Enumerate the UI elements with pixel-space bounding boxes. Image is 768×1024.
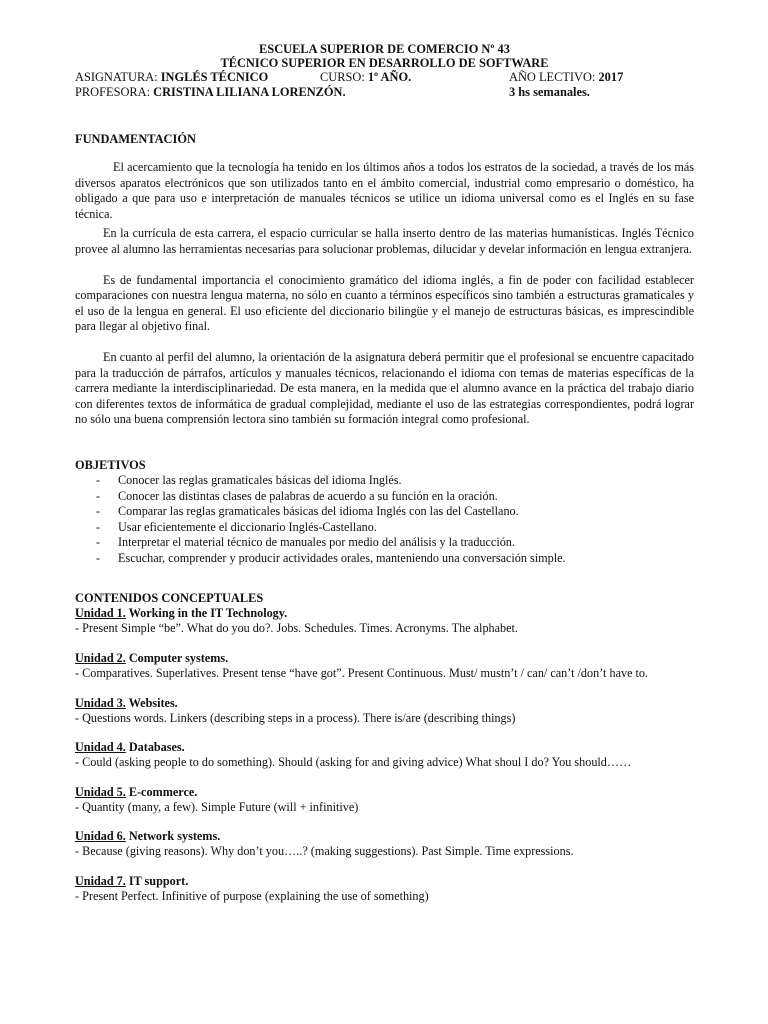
hours-value: 3 hs semanales. bbox=[509, 85, 590, 99]
unit-content: - Comparatives. Superlatives. Present tense “have got”. Present Continuous. Must/ mustn’t / can/ can’t /don’t have to. bbox=[75, 666, 649, 681]
list-item bbox=[75, 551, 694, 567]
meta-row-teacher bbox=[75, 85, 694, 100]
bullet-dash: - bbox=[96, 488, 101, 503]
unit-heading bbox=[75, 785, 694, 800]
bullet-dash: - bbox=[96, 472, 101, 487]
objetivos-title: OBJETIVOS bbox=[75, 457, 146, 472]
school-name: ESCUELA SUPERIOR DE COMERCIO Nº 43 bbox=[259, 42, 510, 56]
course-value: 1º AÑO. bbox=[367, 70, 412, 84]
unit-block-3 bbox=[75, 696, 694, 727]
objetivo-text: Comparar las reglas gramaticales básicas del idioma Inglés con las del Castellano. bbox=[118, 504, 519, 519]
unit-content: - Present Simple “be”. What do you do?. Jobs. Schedules. Times. Acronyms. The alphabet. bbox=[75, 621, 518, 636]
unit-heading bbox=[75, 606, 694, 621]
subject-value: INGLÉS TÉCNICO bbox=[160, 70, 269, 84]
fundamentacion-paragraph-4: En cuanto al perfil del alumno, la orientación de la asignatura deberá permitir que el profesional se encuentre capacitado para la traducción de párrafos, artículos y manuales técnicos, relacionando el idioma con temas de materias específicas de la carrera mediante la interdisciplinariedad. De esta manera, en la medida que el alumno avance en la práctica del trabajo diario con diferentes textos de informática de gradual complejidad, mediante el uso de las estrategias correspondientes, podrá lograr no sólo una buena comprensión lectora sino también su formación integral como profesional. bbox=[75, 349, 694, 427]
objetivos-list bbox=[75, 473, 694, 567]
objetivo-text: Conocer las distintas clases de palabras de acuerdo a su función en la oración. bbox=[118, 488, 498, 503]
meta-row-subject bbox=[75, 70, 694, 85]
unit-label: Unidad 5. bbox=[75, 784, 126, 799]
year-value: 2017 bbox=[598, 70, 624, 84]
unit-title: Computer systems. bbox=[125, 651, 229, 666]
course-field bbox=[320, 70, 411, 85]
document-page bbox=[75, 42, 694, 905]
unit-label: Unidad 4. bbox=[75, 740, 126, 755]
unit-title: E-commerce. bbox=[125, 784, 198, 799]
unit-label: Unidad 7. bbox=[75, 874, 126, 889]
unit-block-7 bbox=[75, 874, 694, 905]
unit-label: Unidad 2. bbox=[75, 651, 126, 666]
list-item bbox=[75, 489, 694, 505]
unit-label: Unidad 3. bbox=[75, 695, 126, 710]
unit-heading bbox=[75, 829, 694, 844]
list-item bbox=[75, 520, 694, 536]
objetivo-text: Usar eficientemente el diccionario Inglés-Castellano. bbox=[118, 519, 377, 534]
unit-content: - Questions words. Linkers (describing steps in a process). There is/are (describing things) bbox=[75, 710, 516, 725]
unit-block-6 bbox=[75, 829, 694, 860]
unit-title: Databases. bbox=[125, 740, 185, 755]
list-item bbox=[75, 473, 694, 489]
unit-title: Network systems. bbox=[125, 829, 221, 844]
unit-label: Unidad 1. bbox=[75, 606, 126, 621]
unit-label: Unidad 6. bbox=[75, 829, 126, 844]
contenidos-title: CONTENIDOS CONCEPTUALES bbox=[75, 591, 264, 606]
subject-field bbox=[75, 70, 268, 85]
unit-title: IT support. bbox=[125, 874, 189, 889]
fundamentacion-title: FUNDAMENTACIÓN bbox=[75, 132, 196, 146]
fundamentacion-paragraph-1: El acercamiento que la tecnología ha tenido en los últimos años a todos los estratos de la sociedad, a través de los más diversos aparatos electrónicos que son utilizados tanto en el ámbito comercial, industrial como empresario o doméstico, ha obligado a que para uso e interpretación de manuales técnicos se utilice un idioma universal como es el Inglés en su fase técnica. bbox=[75, 160, 694, 221]
objetivo-text: Escuchar, comprender y producir actividades orales, manteniendo una conversación simple. bbox=[118, 550, 566, 565]
list-item bbox=[75, 535, 694, 551]
fundamentacion-paragraph-3: Es de fundamental importancia el conocimiento gramático del idioma inglés, a fin de poder con facilidad establecer comparaciones con nuestra lengua materna, no sólo en cuanto a términos específicos sino también a estructuras gramaticales y el uso de la lengua en general. El uso eficiente del diccionario bilingüe y el manejo de estructuras básicas, es imprescindible para llegar al objetivo final. bbox=[75, 272, 694, 334]
unit-block-2 bbox=[75, 651, 694, 682]
unit-content: - Quantity (many, a few). Simple Future (will + infinitive) bbox=[75, 799, 359, 814]
teacher-field bbox=[75, 85, 346, 100]
unit-title: Working in the IT Technology. bbox=[125, 606, 288, 621]
unit-block-4 bbox=[75, 740, 694, 771]
unit-content: - Could (asking people to do something). Should (asking for and giving advice) What shoul I do? You should…… bbox=[75, 755, 632, 770]
bullet-dash: - bbox=[96, 550, 101, 565]
unit-block-5 bbox=[75, 785, 694, 816]
objetivo-text: Interpretar el material técnico de manuales por medio del análisis y la traducción. bbox=[118, 535, 515, 550]
list-item bbox=[75, 504, 694, 520]
fundamentacion-paragraph-2: En la currícula de esta carrera, el espacio curricular se halla inserto dentro de las materias humanísticas. Inglés Técnico provee al alumno las herramientas necesarias para solucionar problemas, dilucidar y develar información en lengua extranjera. bbox=[75, 226, 694, 256]
objetivo-text: Conocer las reglas gramaticales básicas del idioma Inglés. bbox=[118, 472, 402, 487]
unit-block-1 bbox=[75, 606, 694, 637]
bullet-dash: - bbox=[96, 519, 101, 534]
unit-heading bbox=[75, 874, 694, 889]
bullet-dash: - bbox=[96, 504, 101, 519]
year-label: AÑO LECTIVO: bbox=[509, 70, 599, 84]
unit-title: Websites. bbox=[125, 695, 178, 710]
unit-content: - Present Perfect. Infinitive of purpose (explaining the use of something) bbox=[75, 889, 429, 904]
unit-heading bbox=[75, 696, 694, 711]
bullet-dash: - bbox=[96, 535, 101, 550]
teacher-label: PROFESORA: bbox=[75, 85, 154, 99]
course-label: CURSO: bbox=[320, 70, 368, 84]
unit-heading bbox=[75, 651, 694, 666]
hours-field bbox=[509, 85, 590, 100]
subject-label: ASIGNATURA: bbox=[75, 70, 161, 84]
unit-heading bbox=[75, 740, 694, 755]
program-name: TÉCNICO SUPERIOR EN DESARROLLO DE SOFTWARE bbox=[220, 56, 549, 70]
teacher-value: CRISTINA LILIANA LORENZÓN. bbox=[153, 85, 346, 99]
unit-content: - Because (giving reasons). Why don’t you…..? (making suggestions). Past Simple. Time expressions. bbox=[75, 844, 574, 859]
year-field bbox=[509, 70, 623, 85]
